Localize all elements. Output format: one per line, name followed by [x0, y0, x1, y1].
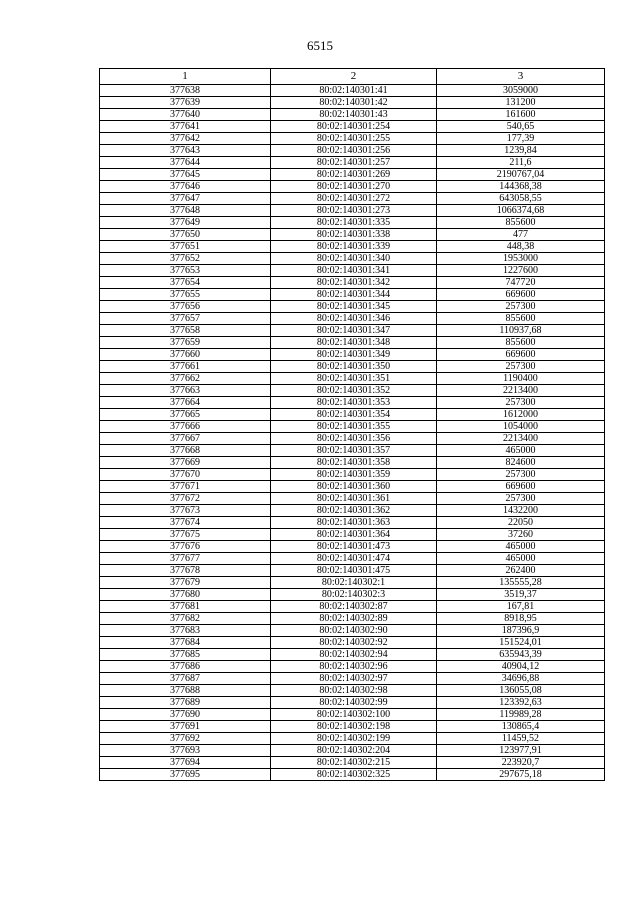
table-row	[100, 601, 605, 613]
cadastral-value-cell: 643058,55	[437, 193, 605, 205]
cadastral-number-cell: 80:02:140301:346	[271, 313, 437, 325]
cadastral-number-cell: 80:02:140301:270	[271, 181, 437, 193]
cadastral-value-cell: 669600	[437, 289, 605, 301]
cadastral-number-cell: 80:02:140301:273	[271, 205, 437, 217]
table-row	[100, 709, 605, 721]
cadastral-value-cell: 669600	[437, 349, 605, 361]
cadastral-number-cell: 80:02:140301:358	[271, 457, 437, 469]
table-body	[100, 85, 605, 781]
cadastral-number-cell: 80:02:140301:349	[271, 349, 437, 361]
row-number-cell: 377666	[100, 421, 271, 433]
cadastral-number-cell: 80:02:140301:360	[271, 481, 437, 493]
cadastral-value-cell: 22050	[437, 517, 605, 529]
row-number-cell: 377663	[100, 385, 271, 397]
cadastral-number-cell: 80:02:140301:335	[271, 217, 437, 229]
cadastral-value-cell: 8918,95	[437, 613, 605, 625]
cadastral-value-cell: 747720	[437, 277, 605, 289]
cadastral-value-cell: 297675,18	[437, 769, 605, 781]
row-number-cell: 377667	[100, 433, 271, 445]
cadastral-value-cell: 448,38	[437, 241, 605, 253]
table-row	[100, 97, 605, 109]
table-row	[100, 409, 605, 421]
cadastral-number-cell: 80:02:140302:89	[271, 613, 437, 625]
table-row	[100, 145, 605, 157]
cadastral-value-cell: 635943,39	[437, 649, 605, 661]
row-number-cell: 377693	[100, 745, 271, 757]
table-row	[100, 169, 605, 181]
row-number-cell: 377678	[100, 565, 271, 577]
row-number-cell: 377670	[100, 469, 271, 481]
table-row	[100, 193, 605, 205]
row-number-cell: 377645	[100, 169, 271, 181]
cadastral-number-cell: 80:02:140301:354	[271, 409, 437, 421]
cadastral-value-cell: 1054000	[437, 421, 605, 433]
table-row	[100, 565, 605, 577]
row-number-cell: 377653	[100, 265, 271, 277]
cadastral-number-cell: 80:02:140301:339	[271, 241, 437, 253]
row-number-cell: 377676	[100, 541, 271, 553]
row-number-cell: 377685	[100, 649, 271, 661]
row-number-cell: 377665	[100, 409, 271, 421]
table-row	[100, 229, 605, 241]
row-number-cell: 377692	[100, 733, 271, 745]
cadastral-number-cell: 80:02:140301:338	[271, 229, 437, 241]
cadastral-number-cell: 80:02:140301:363	[271, 517, 437, 529]
table-row	[100, 397, 605, 409]
cadastral-number-cell: 80:02:140302:3	[271, 589, 437, 601]
cadastral-number-cell: 80:02:140301:350	[271, 361, 437, 373]
table-row	[100, 733, 605, 745]
cadastral-number-cell: 80:02:140301:41	[271, 85, 437, 97]
row-number-cell: 377641	[100, 121, 271, 133]
cadastral-value-cell: 465000	[437, 445, 605, 457]
cadastral-value-cell: 1066374,68	[437, 205, 605, 217]
cadastral-number-cell: 80:02:140302:198	[271, 721, 437, 733]
table-row	[100, 649, 605, 661]
table-row	[100, 721, 605, 733]
row-number-cell: 377688	[100, 685, 271, 697]
row-number-cell: 377656	[100, 301, 271, 313]
cadastral-value-cell: 11459,52	[437, 733, 605, 745]
cadastral-value-table	[99, 68, 605, 781]
cadastral-value-cell: 130865,4	[437, 721, 605, 733]
cadastral-number-cell: 80:02:140301:254	[271, 121, 437, 133]
row-number-cell: 377674	[100, 517, 271, 529]
row-number-cell: 377662	[100, 373, 271, 385]
cadastral-number-cell: 80:02:140301:355	[271, 421, 437, 433]
cadastral-number-cell: 80:02:140302:325	[271, 769, 437, 781]
table-row	[100, 625, 605, 637]
cadastral-value-cell: 211,6	[437, 157, 605, 169]
cadastral-number-cell: 80:02:140301:256	[271, 145, 437, 157]
table-row	[100, 445, 605, 457]
cadastral-number-cell: 80:02:140302:199	[271, 733, 437, 745]
cadastral-value-cell: 262400	[437, 565, 605, 577]
row-number-cell: 377689	[100, 697, 271, 709]
row-number-cell: 377686	[100, 661, 271, 673]
cadastral-value-cell: 34696,88	[437, 673, 605, 685]
table-row	[100, 337, 605, 349]
row-number-cell: 377647	[100, 193, 271, 205]
table-row	[100, 253, 605, 265]
cadastral-value-cell: 465000	[437, 541, 605, 553]
cadastral-number-cell: 80:02:140302:87	[271, 601, 437, 613]
table-row	[100, 325, 605, 337]
cadastral-number-cell: 80:02:140301:353	[271, 397, 437, 409]
cadastral-number-cell: 80:02:140301:361	[271, 493, 437, 505]
cadastral-number-cell: 80:02:140301:348	[271, 337, 437, 349]
cadastral-value-cell: 669600	[437, 481, 605, 493]
row-number-cell: 377660	[100, 349, 271, 361]
table-row	[100, 757, 605, 769]
cadastral-number-cell: 80:02:140301:43	[271, 109, 437, 121]
cadastral-value-cell: 824600	[437, 457, 605, 469]
cadastral-value-cell: 257300	[437, 493, 605, 505]
cadastral-number-cell: 80:02:140301:272	[271, 193, 437, 205]
cadastral-value-cell: 2190767,04	[437, 169, 605, 181]
cadastral-value-cell: 144368,38	[437, 181, 605, 193]
cadastral-number-cell: 80:02:140302:90	[271, 625, 437, 637]
cadastral-value-cell: 3059000	[437, 85, 605, 97]
cadastral-value-cell: 123392,63	[437, 697, 605, 709]
cadastral-value-cell: 119989,28	[437, 709, 605, 721]
cadastral-number-cell: 80:02:140301:341	[271, 265, 437, 277]
table-row	[100, 517, 605, 529]
row-number-cell: 377652	[100, 253, 271, 265]
row-number-cell: 377640	[100, 109, 271, 121]
cadastral-number-cell: 80:02:140301:359	[271, 469, 437, 481]
page-number: 6515	[307, 38, 333, 53]
row-number-cell: 377639	[100, 97, 271, 109]
row-number-cell: 377672	[100, 493, 271, 505]
cadastral-value-cell: 3519,37	[437, 589, 605, 601]
row-number-cell: 377655	[100, 289, 271, 301]
cadastral-number-cell: 80:02:140301:340	[271, 253, 437, 265]
cadastral-value-cell: 2213400	[437, 433, 605, 445]
row-number-cell: 377682	[100, 613, 271, 625]
cadastral-number-cell: 80:02:140302:1	[271, 577, 437, 589]
table-row	[100, 637, 605, 649]
cadastral-value-cell: 187396,9	[437, 625, 605, 637]
table-row	[100, 181, 605, 193]
table-row	[100, 349, 605, 361]
cadastral-value-cell: 131200	[437, 97, 605, 109]
cadastral-number-cell: 80:02:140301:475	[271, 565, 437, 577]
row-number-cell: 377664	[100, 397, 271, 409]
row-number-cell: 377659	[100, 337, 271, 349]
table-row	[100, 265, 605, 277]
table-row	[100, 697, 605, 709]
table-row	[100, 469, 605, 481]
cadastral-value-cell: 1190400	[437, 373, 605, 385]
table-row	[100, 385, 605, 397]
table-row	[100, 769, 605, 781]
row-number-cell: 377673	[100, 505, 271, 517]
cadastral-number-cell: 80:02:140301:345	[271, 301, 437, 313]
cadastral-number-cell: 80:02:140301:474	[271, 553, 437, 565]
cadastral-number-cell: 80:02:140302:94	[271, 649, 437, 661]
table-row	[100, 433, 605, 445]
cadastral-value-cell: 136055,08	[437, 685, 605, 697]
table-row	[100, 301, 605, 313]
table-row	[100, 109, 605, 121]
table-row	[100, 421, 605, 433]
cadastral-value-cell: 1612000	[437, 409, 605, 421]
column-header-2: 2	[271, 69, 437, 85]
table-row	[100, 577, 605, 589]
cadastral-value-cell: 257300	[437, 301, 605, 313]
cadastral-number-cell: 80:02:140301:347	[271, 325, 437, 337]
row-number-cell: 377651	[100, 241, 271, 253]
cadastral-value-cell: 135555,28	[437, 577, 605, 589]
cadastral-value-cell: 151524,01	[437, 637, 605, 649]
cadastral-value-cell: 257300	[437, 469, 605, 481]
table-row	[100, 589, 605, 601]
table-row	[100, 481, 605, 493]
row-number-cell: 377680	[100, 589, 271, 601]
table-row	[100, 157, 605, 169]
table-row	[100, 133, 605, 145]
row-number-cell: 377691	[100, 721, 271, 733]
cadastral-number-cell: 80:02:140301:356	[271, 433, 437, 445]
table-row	[100, 85, 605, 97]
cadastral-value-cell: 855600	[437, 337, 605, 349]
cadastral-value-cell: 540,65	[437, 121, 605, 133]
row-number-cell: 377690	[100, 709, 271, 721]
cadastral-value-cell: 855600	[437, 313, 605, 325]
column-header-3: 3	[437, 69, 605, 85]
cadastral-number-cell: 80:02:140301:357	[271, 445, 437, 457]
row-number-cell: 377684	[100, 637, 271, 649]
cadastral-number-cell: 80:02:140301:362	[271, 505, 437, 517]
table-row	[100, 553, 605, 565]
table-row	[100, 505, 605, 517]
cadastral-number-cell: 80:02:140301:269	[271, 169, 437, 181]
table-row	[100, 673, 605, 685]
row-number-cell: 377646	[100, 181, 271, 193]
table-row	[100, 685, 605, 697]
table-row	[100, 457, 605, 469]
table-row	[100, 541, 605, 553]
table-row	[100, 313, 605, 325]
row-number-cell: 377668	[100, 445, 271, 457]
table-row	[100, 121, 605, 133]
column-header-1: 1	[100, 69, 271, 85]
cadastral-value-cell: 2213400	[437, 385, 605, 397]
cadastral-value-cell: 223920,7	[437, 757, 605, 769]
cadastral-value-cell: 37260	[437, 529, 605, 541]
cadastral-number-cell: 80:02:140302:97	[271, 673, 437, 685]
cadastral-number-cell: 80:02:140301:255	[271, 133, 437, 145]
row-number-cell: 377681	[100, 601, 271, 613]
table-row	[100, 289, 605, 301]
cadastral-value-cell: 40904,12	[437, 661, 605, 673]
cadastral-number-cell: 80:02:140301:257	[271, 157, 437, 169]
cadastral-number-cell: 80:02:140302:99	[271, 697, 437, 709]
row-number-cell: 377654	[100, 277, 271, 289]
cadastral-number-cell: 80:02:140302:92	[271, 637, 437, 649]
row-number-cell: 377671	[100, 481, 271, 493]
cadastral-value-cell: 123977,91	[437, 745, 605, 757]
cadastral-value-cell: 161600	[437, 109, 605, 121]
cadastral-number-cell: 80:02:140301:342	[271, 277, 437, 289]
table-row	[100, 613, 605, 625]
cadastral-number-cell: 80:02:140301:473	[271, 541, 437, 553]
cadastral-value-cell: 177,39	[437, 133, 605, 145]
row-number-cell: 377643	[100, 145, 271, 157]
table-row	[100, 217, 605, 229]
cadastral-number-cell: 80:02:140301:42	[271, 97, 437, 109]
row-number-cell: 377657	[100, 313, 271, 325]
cadastral-value-cell: 465000	[437, 553, 605, 565]
row-number-cell: 377661	[100, 361, 271, 373]
table-row	[100, 493, 605, 505]
row-number-cell: 377644	[100, 157, 271, 169]
row-number-cell: 377687	[100, 673, 271, 685]
table-header-row	[100, 69, 605, 85]
cadastral-number-cell: 80:02:140302:204	[271, 745, 437, 757]
cadastral-value-cell: 1432200	[437, 505, 605, 517]
cadastral-number-cell: 80:02:140302:96	[271, 661, 437, 673]
row-number-cell: 377669	[100, 457, 271, 469]
cadastral-value-cell: 257300	[437, 361, 605, 373]
row-number-cell: 377658	[100, 325, 271, 337]
cadastral-value-cell: 1239,84	[437, 145, 605, 157]
cadastral-number-cell: 80:02:140301:351	[271, 373, 437, 385]
table-row	[100, 529, 605, 541]
row-number-cell: 377642	[100, 133, 271, 145]
cadastral-number-cell: 80:02:140301:344	[271, 289, 437, 301]
cadastral-number-cell: 80:02:140301:364	[271, 529, 437, 541]
row-number-cell: 377694	[100, 757, 271, 769]
row-number-cell: 377683	[100, 625, 271, 637]
table-row	[100, 745, 605, 757]
cadastral-value-cell: 167,81	[437, 601, 605, 613]
table-row	[100, 361, 605, 373]
table-row	[100, 277, 605, 289]
table-row	[100, 661, 605, 673]
table-row	[100, 205, 605, 217]
cadastral-value-cell: 257300	[437, 397, 605, 409]
row-number-cell: 377650	[100, 229, 271, 241]
table-row	[100, 373, 605, 385]
row-number-cell: 377649	[100, 217, 271, 229]
cadastral-value-cell: 1227600	[437, 265, 605, 277]
row-number-cell: 377679	[100, 577, 271, 589]
row-number-cell: 377648	[100, 205, 271, 217]
row-number-cell: 377677	[100, 553, 271, 565]
cadastral-number-cell: 80:02:140301:352	[271, 385, 437, 397]
cadastral-value-cell: 1953000	[437, 253, 605, 265]
cadastral-value-cell: 110937,68	[437, 325, 605, 337]
cadastral-value-cell: 855600	[437, 217, 605, 229]
cadastral-number-cell: 80:02:140302:98	[271, 685, 437, 697]
row-number-cell: 377695	[100, 769, 271, 781]
table-row	[100, 241, 605, 253]
cadastral-number-cell: 80:02:140302:215	[271, 757, 437, 769]
cadastral-number-cell: 80:02:140302:100	[271, 709, 437, 721]
cadastral-value-cell: 477	[437, 229, 605, 241]
row-number-cell: 377638	[100, 85, 271, 97]
row-number-cell: 377675	[100, 529, 271, 541]
